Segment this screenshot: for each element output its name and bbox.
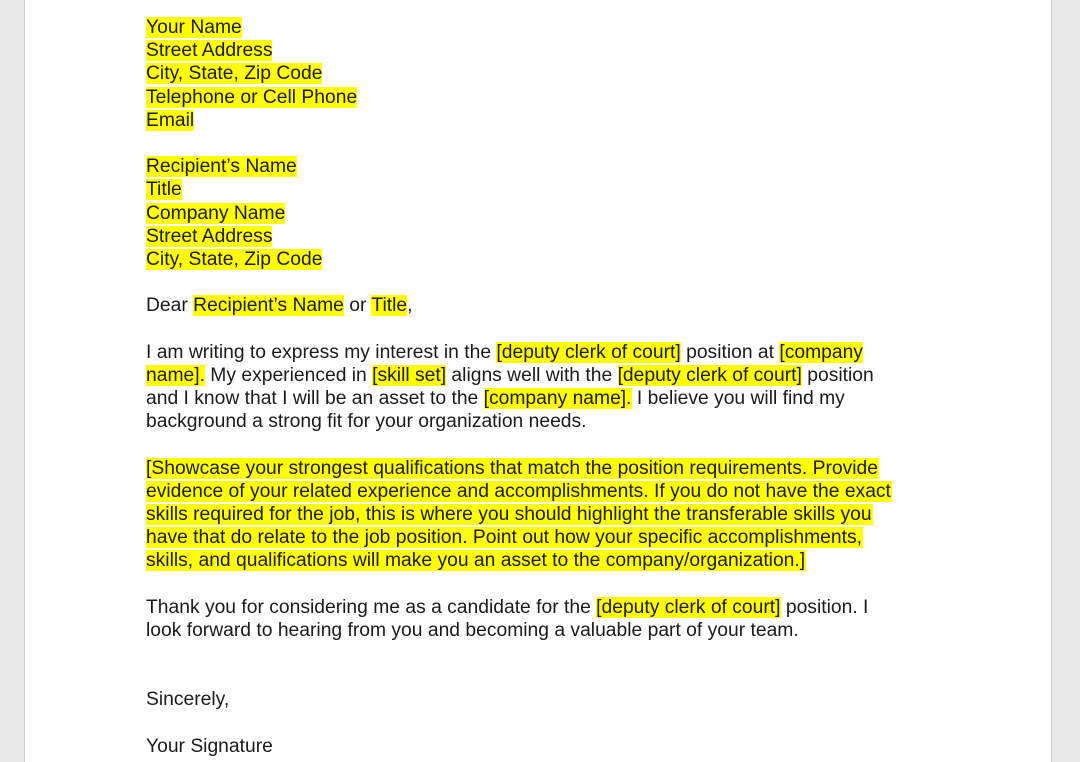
skill-set-placeholder: [skill set] bbox=[372, 364, 447, 386]
sender-city-state-zip: City, State, Zip Code bbox=[146, 63, 323, 85]
document-page[interactable] bbox=[24, 0, 1052, 762]
sender-email-line bbox=[146, 109, 946, 132]
closing-paragraph bbox=[146, 596, 946, 642]
blank-line bbox=[146, 433, 946, 456]
recipient-street-line bbox=[146, 225, 946, 248]
qualifications-line-2 bbox=[146, 480, 946, 503]
qualifications-line-5 bbox=[146, 549, 946, 572]
recipient-name: Recipient’s Name bbox=[146, 156, 297, 178]
qualifications-text: evidence of your related experience and accomplishments. If you do not have the exact bbox=[146, 480, 891, 502]
recipient-title-line bbox=[146, 178, 946, 201]
intro-text: aligns well with the bbox=[446, 364, 618, 386]
salutation-suffix: , bbox=[407, 295, 413, 317]
closing-line-2 bbox=[146, 619, 946, 642]
intro-text: position at bbox=[680, 341, 780, 363]
company-placeholder: [company name]. bbox=[483, 388, 632, 409]
blank-line bbox=[146, 271, 946, 294]
intro-paragraph bbox=[146, 341, 946, 434]
signature: Your Signature bbox=[146, 735, 273, 757]
intro-text: My experienced in bbox=[204, 364, 373, 386]
recipient-company-line bbox=[146, 202, 946, 225]
sender-street: Street Address bbox=[146, 40, 273, 62]
sender-phone: Telephone or Cell Phone bbox=[146, 86, 358, 108]
qualifications-text: skills required for the job, this is where you should highlight the transferable skills you bbox=[146, 503, 872, 525]
qualifications-line-4 bbox=[146, 526, 946, 549]
salutation-or: or bbox=[343, 295, 372, 317]
closing-text: position. I bbox=[780, 596, 869, 618]
qualifications-line-3 bbox=[146, 503, 946, 526]
intro-text: background a strong fit for your organization needs. bbox=[146, 411, 587, 433]
qualifications-text: [Showcase your strongest qualifications that match the position requirements. Provide bbox=[146, 457, 879, 479]
blank-line bbox=[146, 665, 946, 688]
blank-line bbox=[146, 642, 946, 665]
blank-line bbox=[146, 573, 946, 596]
recipient-title: Title bbox=[146, 179, 182, 201]
salutation bbox=[146, 294, 946, 317]
recipient-name-line bbox=[146, 155, 946, 178]
salutation-title: Title bbox=[371, 295, 408, 317]
qualifications-text: skills, and qualifications will make you an asset to the company/organization.] bbox=[146, 550, 806, 572]
recipient-address-block bbox=[146, 155, 946, 271]
closing-line-1 bbox=[146, 596, 946, 619]
position-placeholder: [deputy clerk of court] bbox=[617, 364, 802, 386]
closing-text: Thank you for considering me as a candidate for the bbox=[146, 596, 597, 618]
blank-line bbox=[146, 317, 946, 340]
intro-text: I am writing to express my interest in the bbox=[146, 341, 497, 363]
sender-street-line bbox=[146, 39, 946, 62]
qualifications-text: have that do relate to the job position. Point out how your specific accomplishments, bbox=[146, 527, 862, 549]
recipient-city-line bbox=[146, 248, 946, 271]
closing-text: look forward to hearing from you and becoming a valuable part of your team. bbox=[146, 619, 799, 641]
intro-line-4 bbox=[146, 410, 946, 433]
salutation-prefix: Dear bbox=[146, 295, 194, 317]
sender-phone-line bbox=[146, 86, 946, 109]
qualifications-line-1 bbox=[146, 457, 946, 480]
sender-city-line bbox=[146, 62, 946, 85]
recipient-company: Company Name bbox=[146, 202, 286, 224]
company-placeholder: name]. bbox=[146, 364, 205, 386]
blank-line bbox=[146, 132, 946, 155]
salutation-name: Recipient’s Name bbox=[193, 295, 344, 317]
intro-line-1 bbox=[146, 341, 946, 364]
recipient-city-state-zip: City, State, Zip Code bbox=[146, 248, 323, 270]
sender-email: Email bbox=[146, 109, 195, 131]
intro-text: and I know that I will be an asset to the bbox=[146, 388, 484, 409]
blank-line bbox=[146, 712, 946, 735]
position-placeholder: [deputy clerk of court] bbox=[596, 596, 781, 618]
letter-body bbox=[146, 16, 946, 758]
qualifications-paragraph bbox=[146, 457, 946, 573]
signoff: Sincerely, bbox=[146, 689, 230, 711]
sender-name-line bbox=[146, 16, 946, 39]
sender-address-block bbox=[146, 16, 946, 132]
intro-line-2 bbox=[146, 364, 946, 387]
recipient-street: Street Address bbox=[146, 225, 273, 247]
intro-text: position bbox=[801, 364, 874, 386]
company-placeholder: [company bbox=[779, 341, 863, 363]
intro-line-3 bbox=[146, 387, 946, 410]
intro-text: I believe you will find my bbox=[631, 388, 845, 409]
sender-name: Your Name bbox=[146, 17, 242, 38]
position-placeholder: [deputy clerk of court] bbox=[496, 341, 681, 363]
